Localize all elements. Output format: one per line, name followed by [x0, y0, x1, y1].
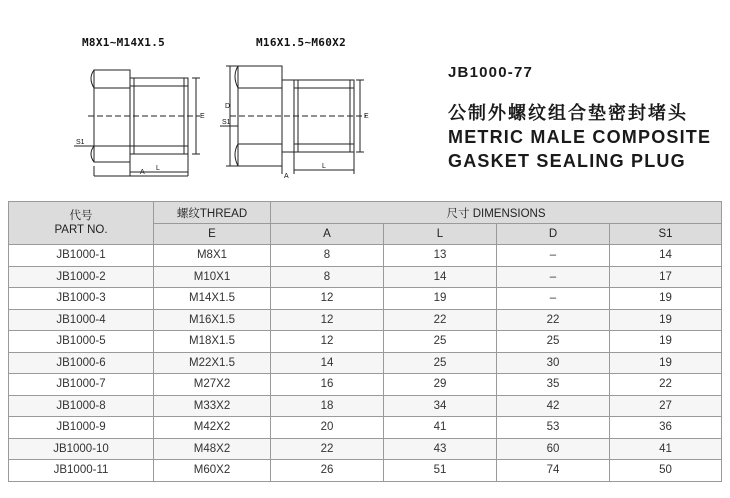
title-block — [448, 64, 711, 173]
cell-part: JB1000-3 — [9, 288, 154, 310]
cell-s1: 50 — [610, 460, 722, 482]
right-drawing-label: M16X1.5~M60X2 — [256, 36, 346, 49]
table-row — [9, 266, 722, 288]
cell-l: 19 — [384, 288, 497, 310]
left-dim-s1: S1 — [76, 139, 85, 146]
left-drawing-label: M8X1~M14X1.5 — [82, 36, 166, 49]
right-dim-l: L — [322, 163, 326, 170]
table-row — [9, 288, 722, 310]
right-dim-d: D — [225, 103, 231, 110]
cell-s1: 36 — [610, 417, 722, 439]
cell-l: 25 — [384, 331, 497, 353]
cell-part: JB1000-10 — [9, 438, 154, 460]
cell-s1: 14 — [610, 245, 722, 267]
right-dim-a: A — [284, 173, 289, 178]
table-row — [9, 352, 722, 374]
english-title-line2: GASKET SEALING PLUG — [448, 151, 686, 171]
header-s1: S1 — [610, 224, 722, 245]
header-part-cn: 代号 — [69, 210, 93, 222]
cell-thread: M14X1.5 — [154, 288, 271, 310]
cell-l: 34 — [384, 395, 497, 417]
cell-part: JB1000-7 — [9, 374, 154, 396]
cell-d: 22 — [497, 309, 610, 331]
table-row — [9, 374, 722, 396]
right-dim-e: E — [364, 113, 369, 120]
product-code: JB1000-77 — [448, 64, 534, 81]
cell-a: 12 — [271, 288, 384, 310]
cell-thread: M10X1 — [154, 266, 271, 288]
cell-part: JB1000-2 — [9, 266, 154, 288]
cell-a: 18 — [271, 395, 384, 417]
cell-part: JB1000-8 — [9, 395, 154, 417]
chinese-title: 公制外螺纹组合垫密封堵头 — [448, 103, 688, 124]
header-d: D — [497, 224, 610, 245]
cell-s1: 19 — [610, 288, 722, 310]
cell-s1: 27 — [610, 395, 722, 417]
cell-d: 30 — [497, 352, 610, 374]
header-l: L — [384, 224, 497, 245]
table-row — [9, 309, 722, 331]
cell-l: 51 — [384, 460, 497, 482]
cell-thread: M33X2 — [154, 395, 271, 417]
cell-a: 14 — [271, 352, 384, 374]
spec-table — [8, 201, 722, 482]
table-row — [9, 245, 722, 267]
cell-s1: 22 — [610, 374, 722, 396]
cell-part: JB1000-5 — [9, 331, 154, 353]
cell-l: 41 — [384, 417, 497, 439]
cell-thread: M8X1 — [154, 245, 271, 267]
cell-d: 25 — [497, 331, 610, 353]
cell-a: 8 — [271, 266, 384, 288]
right-dim-s1: S1 — [222, 119, 231, 126]
left-dim-a: A — [140, 169, 145, 176]
technical-drawing — [60, 28, 420, 178]
table-row — [9, 438, 722, 460]
cell-s1: 19 — [610, 309, 722, 331]
cell-d: 35 — [497, 374, 610, 396]
cell-a: 12 — [271, 331, 384, 353]
header-thread: 螺纹THREAD — [154, 202, 271, 224]
cell-thread: M27X2 — [154, 374, 271, 396]
cell-d: – — [497, 288, 610, 310]
cell-part: JB1000-1 — [9, 245, 154, 267]
cell-part: JB1000-4 — [9, 309, 154, 331]
cell-a: 26 — [271, 460, 384, 482]
cell-d: – — [497, 266, 610, 288]
cell-thread: M48X2 — [154, 438, 271, 460]
header-part-en: PART NO. — [54, 224, 108, 236]
table-row — [9, 417, 722, 439]
cell-l: 14 — [384, 266, 497, 288]
cell-l: 13 — [384, 245, 497, 267]
cell-s1: 19 — [610, 352, 722, 374]
cell-s1: 19 — [610, 331, 722, 353]
left-dim-e: E — [200, 113, 205, 120]
cell-a: 20 — [271, 417, 384, 439]
cell-thread: M60X2 — [154, 460, 271, 482]
table-row — [9, 395, 722, 417]
table-row — [9, 331, 722, 353]
cell-part: JB1000-9 — [9, 417, 154, 439]
cell-thread: M18X1.5 — [154, 331, 271, 353]
cell-d: 42 — [497, 395, 610, 417]
cell-l: 25 — [384, 352, 497, 374]
english-title-line1: METRIC MALE COMPOSITE — [448, 127, 712, 147]
cell-thread: M42X2 — [154, 417, 271, 439]
header-a: A — [271, 224, 384, 245]
cell-a: 12 — [271, 309, 384, 331]
cell-thread: M22X1.5 — [154, 352, 271, 374]
plug-drawings-svg — [60, 28, 420, 178]
cell-l: 29 — [384, 374, 497, 396]
cell-d: – — [497, 245, 610, 267]
table-row — [9, 460, 722, 482]
left-dim-l: L — [156, 165, 160, 172]
cell-l: 22 — [384, 309, 497, 331]
header-e: E — [154, 224, 271, 245]
cell-s1: 17 — [610, 266, 722, 288]
cell-a: 8 — [271, 245, 384, 267]
header-dimensions: 尺寸 DIMENSIONS — [271, 202, 722, 224]
header-part-no — [9, 202, 154, 245]
cell-a: 16 — [271, 374, 384, 396]
cell-part: JB1000-6 — [9, 352, 154, 374]
cell-d: 74 — [497, 460, 610, 482]
cell-part: JB1000-11 — [9, 460, 154, 482]
cell-thread: M16X1.5 — [154, 309, 271, 331]
cell-l: 43 — [384, 438, 497, 460]
cell-s1: 41 — [610, 438, 722, 460]
cell-d: 60 — [497, 438, 610, 460]
cell-a: 22 — [271, 438, 384, 460]
cell-d: 53 — [497, 417, 610, 439]
